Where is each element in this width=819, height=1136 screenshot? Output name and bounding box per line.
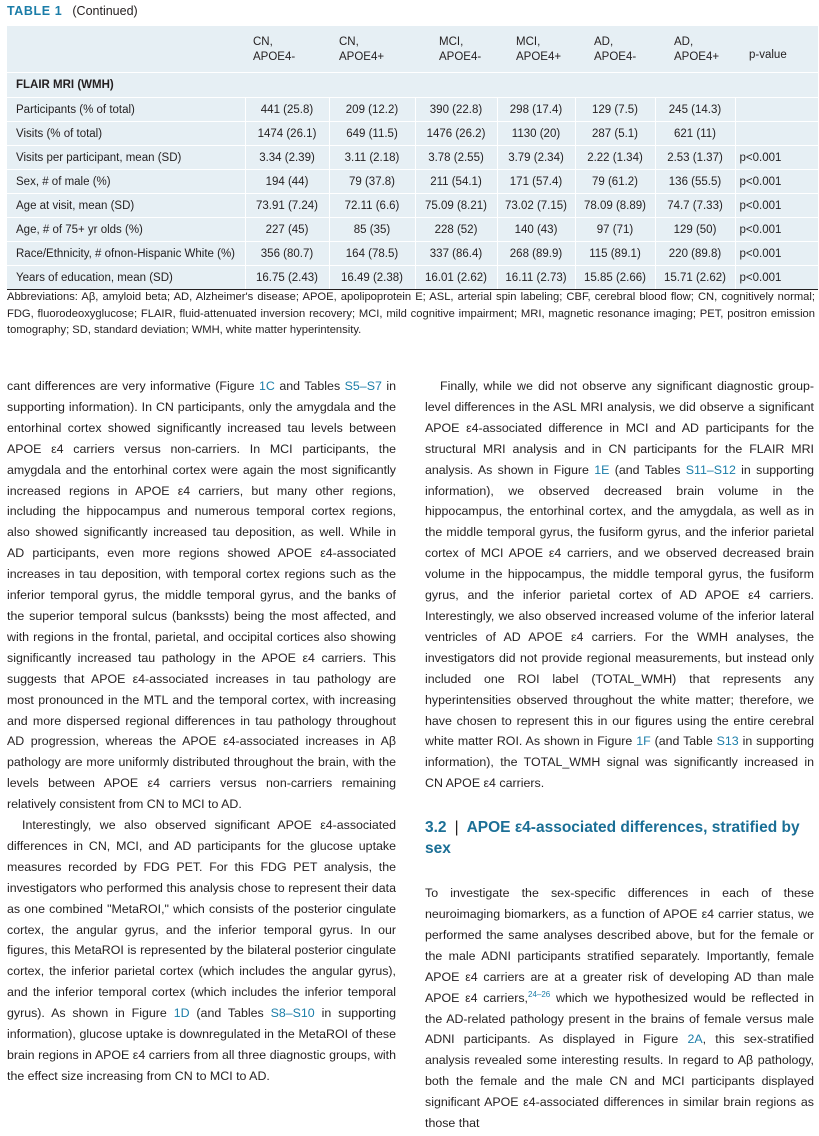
table-cell-pvalue: p<0.001 bbox=[735, 194, 818, 218]
table-cell: 337 (86.4) bbox=[415, 242, 497, 266]
section-number: 3.2 bbox=[425, 819, 447, 837]
table-cell: 2.53 (1.37) bbox=[655, 146, 735, 170]
table-cell: 171 (57.4) bbox=[497, 170, 575, 194]
right-column bbox=[425, 376, 814, 1134]
table-cell: 73.02 (7.15) bbox=[497, 194, 575, 218]
table-cell: 356 (80.7) bbox=[245, 242, 329, 266]
table-cell: 228 (52) bbox=[415, 218, 497, 242]
table-cell: 164 (78.5) bbox=[329, 242, 415, 266]
table-cell: 78.09 (8.89) bbox=[575, 194, 655, 218]
table-cell: 129 (50) bbox=[655, 218, 735, 242]
table-row bbox=[7, 266, 818, 290]
left-column bbox=[7, 376, 396, 1087]
paragraph: To investigate the sex-specific differences in each of these neuroimaging biomarkers, as a function of APOE ε4 carrier status, we performed the same analyses described above, but for the female or the male ADNI participants stratified separately. Importantly, female APOE ε4 carriers are at a greater risk of developing AD than male APOE ε4 carriers,$^{24-26}$ which we hypothesized would be reflected in the AD-related pathology present in the brains of female versus male ADNI participants. As displayed in Figure 2A, this sex-stratified analysis revealed some interesting results. In regard to Aβ pathology, both the female and the male CN and MCI participants displayed significant APOE ε4-associated differences in similar brain regions as those that bbox=[425, 886, 814, 1131]
table-row bbox=[7, 242, 818, 266]
table-cell-pvalue bbox=[735, 122, 818, 146]
table-row bbox=[7, 146, 818, 170]
table-caption-text: (Continued) bbox=[72, 4, 138, 18]
header-cell: AD, APOE4+ bbox=[655, 26, 735, 73]
figure-link[interactable]: 1C bbox=[259, 379, 275, 393]
row-label: Participants (% of total) bbox=[7, 98, 245, 122]
table-cell: 115 (89.1) bbox=[575, 242, 655, 266]
table-cell-pvalue: p<0.001 bbox=[735, 170, 818, 194]
table-cell: 72.11 (6.6) bbox=[329, 194, 415, 218]
table-cell: 85 (35) bbox=[329, 218, 415, 242]
table-link[interactable]: S13 bbox=[716, 734, 739, 749]
table-cell: 75.09 (8.21) bbox=[415, 194, 497, 218]
header-cell: MCI, APOE4+ bbox=[497, 26, 575, 73]
table-row bbox=[7, 218, 818, 242]
table-cell-pvalue: p<0.001 bbox=[735, 218, 818, 242]
row-label: Age at visit, mean (SD) bbox=[7, 194, 245, 218]
table-cell: 245 (14.3) bbox=[655, 98, 735, 122]
table-cell: 268 (89.9) bbox=[497, 242, 575, 266]
table-abbreviations: Abbreviations: Aβ, amyloid beta; AD, Alzheimer's disease; APOE, apolipoprotein E; ASL, arterial spin labeling; CBF, cerebral blood flow; CN, cognitively normal; FDG, fluorodeoxyglucose; FLAIR, fluid-attenuated inversion recovery; MCI, mild cognitive impairment; MRI, magnetic resonance imaging; PET, positron emission tomography; SD, standard deviation; WMH, white matter hyperintensity. bbox=[7, 291, 815, 336]
table-row bbox=[7, 170, 818, 194]
table-cell: 621 (11) bbox=[655, 122, 735, 146]
table-cell: 79 (37.8) bbox=[329, 170, 415, 194]
table-link[interactable]: S5–S7 bbox=[344, 379, 382, 393]
table-cell-pvalue: p<0.001 bbox=[735, 266, 818, 290]
table-cell: 16.49 (2.38) bbox=[329, 266, 415, 290]
table-row bbox=[7, 122, 818, 146]
table-cell: 16.75 (2.43) bbox=[245, 266, 329, 290]
row-label: Visits per participant, mean (SD) bbox=[7, 146, 245, 170]
table-link[interactable]: S11–S12 bbox=[685, 462, 736, 477]
header-cell: CN, APOE4+ bbox=[329, 26, 415, 73]
table-cell: 1474 (26.1) bbox=[245, 122, 329, 146]
table-cell: 649 (11.5) bbox=[329, 122, 415, 146]
row-label: Race/Ethnicity, # ofnon-Hispanic White (%) bbox=[7, 242, 245, 266]
table-caption bbox=[7, 4, 138, 18]
paragraph: cant differences are very informative (Figure 1C and Tables S5–S7 in supporting information). In CN participants, only the amygdala and the entorhinal cortex showed significantly increased tau levels between APOE ε4 carriers versus non-carriers. In MCI participants, the amygdala and the entorhinal cortex were again the most significantly increased regions in APOE ε4 carriers, but many other regions, including the hippocampus and numerous temporal cortex regions, also showed significantly increased tau deposition, as well. While in AD participants, even more regions showed APOE ε4-associated increases in tau deposition, with temporal cortex regions such as the inferior temporal gyrus, the middle temporal gyrus, and the banks of the superior temporal sulcus (bankssts) being the most affected, and with regions in the frontal, parietal, and occipital cortices also showing significantly increased tau pathology in the APOE ε4 carriers. This suggests that APOE ε4-associated increases in tau pathology are most pronounced in the MTL and the temporal cortex, with increasing and more dispersed regional differences in tau pathology throughout AD progression, whereas the APOE ε4-associated increases in Aβ pathology are more uniformly distributed throughout the brain, with the levels between APOE ε4 carriers versus non-carriers remaining relatively consistent from CN to MCI to AD. bbox=[7, 379, 397, 812]
table-cell: 209 (12.2) bbox=[329, 98, 415, 122]
row-label: Age, # of 75+ yr olds (%) bbox=[7, 218, 245, 242]
table-cell: 194 (44) bbox=[245, 170, 329, 194]
paragraph: Finally, while we did not observe any significant diagnostic group-level differences in the ASL MRI analysis, we did observe a significant APOE ε4-associated difference in MCI and AD participants for the structural MRI analysis and in CN participants for the FLAIR MRI analysis. As shown in Figure 1E (and Tables S11–S12 in supporting information), we observed decreased brain volume in the hippocampus, the entorhinal cortex, and the amygdala, as well as in the middle temporal gyrus, the fusiform gyrus, and the inferior parietal cortex of MCI APOE ε4 carriers, and we observed decreased brain volume in the hippocampus, the middle temporal gyrus, the fusiform gyrus, and the inferior parietal cortex of AD APOE ε4 carriers. Interestingly, we also observed increased volume of the inferior lateral ventricles of AD APOE ε4 carriers. For the WMH analyses, the investigators did not provide regional measurements, but instead only included one ROI label (TOTAL_WMH) that represents any hyperintensities observed throughout the white matter; therefore, we have chosen to represent this in our figures using the entire cerebral white matter ROI. As shown in Figure 1F (and Table S13 in supporting information), the TOTAL_WMH signal was significantly increased in CN APOE ε4 carriers. bbox=[425, 379, 815, 791]
header-cell bbox=[7, 26, 245, 73]
table-row bbox=[7, 98, 818, 122]
table-cell: 79 (61.2) bbox=[575, 170, 655, 194]
figure-link[interactable]: 1E bbox=[594, 462, 610, 477]
row-label: Sex, # of male (%) bbox=[7, 170, 245, 194]
table-cell: 287 (5.1) bbox=[575, 122, 655, 146]
section-title: APOE ε4-associated differences, stratified by sex bbox=[425, 819, 800, 858]
figure-link[interactable]: 1D bbox=[173, 1006, 190, 1021]
citation-link[interactable]: 24–26 bbox=[528, 989, 551, 999]
data-table bbox=[7, 26, 818, 290]
header-cell: MCI, APOE4- bbox=[415, 26, 497, 73]
table-section-label: FLAIR MRI (WMH) bbox=[16, 79, 114, 91]
table-cell: 136 (55.5) bbox=[655, 170, 735, 194]
table-cell: 73.91 (7.24) bbox=[245, 194, 329, 218]
table-cell: 74.7 (7.33) bbox=[655, 194, 735, 218]
table-cell: 3.79 (2.34) bbox=[497, 146, 575, 170]
table-cell: 298 (17.4) bbox=[497, 98, 575, 122]
table-cell: 220 (89.8) bbox=[655, 242, 735, 266]
header-cell: CN, APOE4- bbox=[245, 26, 329, 73]
table-cell: 97 (71) bbox=[575, 218, 655, 242]
table-cell: 15.85 (2.66) bbox=[575, 266, 655, 290]
table-cell-pvalue: p<0.001 bbox=[735, 242, 818, 266]
table-cell: 2.22 (1.34) bbox=[575, 146, 655, 170]
table-label: TABLE 1 bbox=[7, 4, 63, 18]
table-header-row bbox=[7, 26, 818, 73]
table-cell: 129 (7.5) bbox=[575, 98, 655, 122]
header-cell-pvalue: p-value bbox=[735, 26, 818, 73]
paragraph: Interestingly, we also observed significant APOE ε4-associated differences in CN, MCI, and AD participants for the glucose uptake measures recorded by FDG PET. For this FDG PET analysis, the investigators who performed this analysis chose to represent their data as one combined "MetaROI," which consists of the posterior cingulate cortex, the angular gyrus, and the inferior temporal gyrus. In our figures, this MetaROI is represented by the bilateral posterior cingulate cortex, the inferior parietal cortex (which includes the angular gyrus), and the inferior temporal cortex (which includes the inferior temporal gyrus). As shown in Figure 1D (and Tables S8–S10 in supporting information), glucose uptake is downregulated in the MetaROI of these brain regions in APOE ε4 carriers from all three diagnostic groups, with the effect size increasing from CN to MCI to AD. bbox=[7, 818, 396, 1083]
table-cell: 3.11 (2.18) bbox=[329, 146, 415, 170]
table-cell: 3.78 (2.55) bbox=[415, 146, 497, 170]
section-heading: 3.2 | APOE ε4-associated differences, stratified by sex bbox=[425, 819, 800, 858]
header-cell: AD, APOE4- bbox=[575, 26, 655, 73]
table-row bbox=[7, 194, 818, 218]
table-cell: 15.71 (2.62) bbox=[655, 266, 735, 290]
table-cell: 1130 (20) bbox=[497, 122, 575, 146]
table-cell: 211 (54.1) bbox=[415, 170, 497, 194]
table-cell: 1476 (26.2) bbox=[415, 122, 497, 146]
table-cell-pvalue: p<0.001 bbox=[735, 146, 818, 170]
row-label: Years of education, mean (SD) bbox=[7, 266, 245, 290]
table-cell: 227 (45) bbox=[245, 218, 329, 242]
figure-link[interactable]: 1F bbox=[636, 734, 651, 749]
table-link[interactable]: S8–S10 bbox=[270, 1006, 315, 1021]
table-cell: 3.34 (2.39) bbox=[245, 146, 329, 170]
table-cell: 140 (43) bbox=[497, 218, 575, 242]
figure-link[interactable]: 2A bbox=[687, 1032, 703, 1047]
table-cell: 16.11 (2.73) bbox=[497, 266, 575, 290]
table-cell: 390 (22.8) bbox=[415, 98, 497, 122]
table-cell: 441 (25.8) bbox=[245, 98, 329, 122]
row-label: Visits (% of total) bbox=[7, 122, 245, 146]
table-section-row bbox=[7, 73, 818, 98]
table-cell: 16.01 (2.62) bbox=[415, 266, 497, 290]
table-cell-pvalue bbox=[735, 98, 818, 122]
